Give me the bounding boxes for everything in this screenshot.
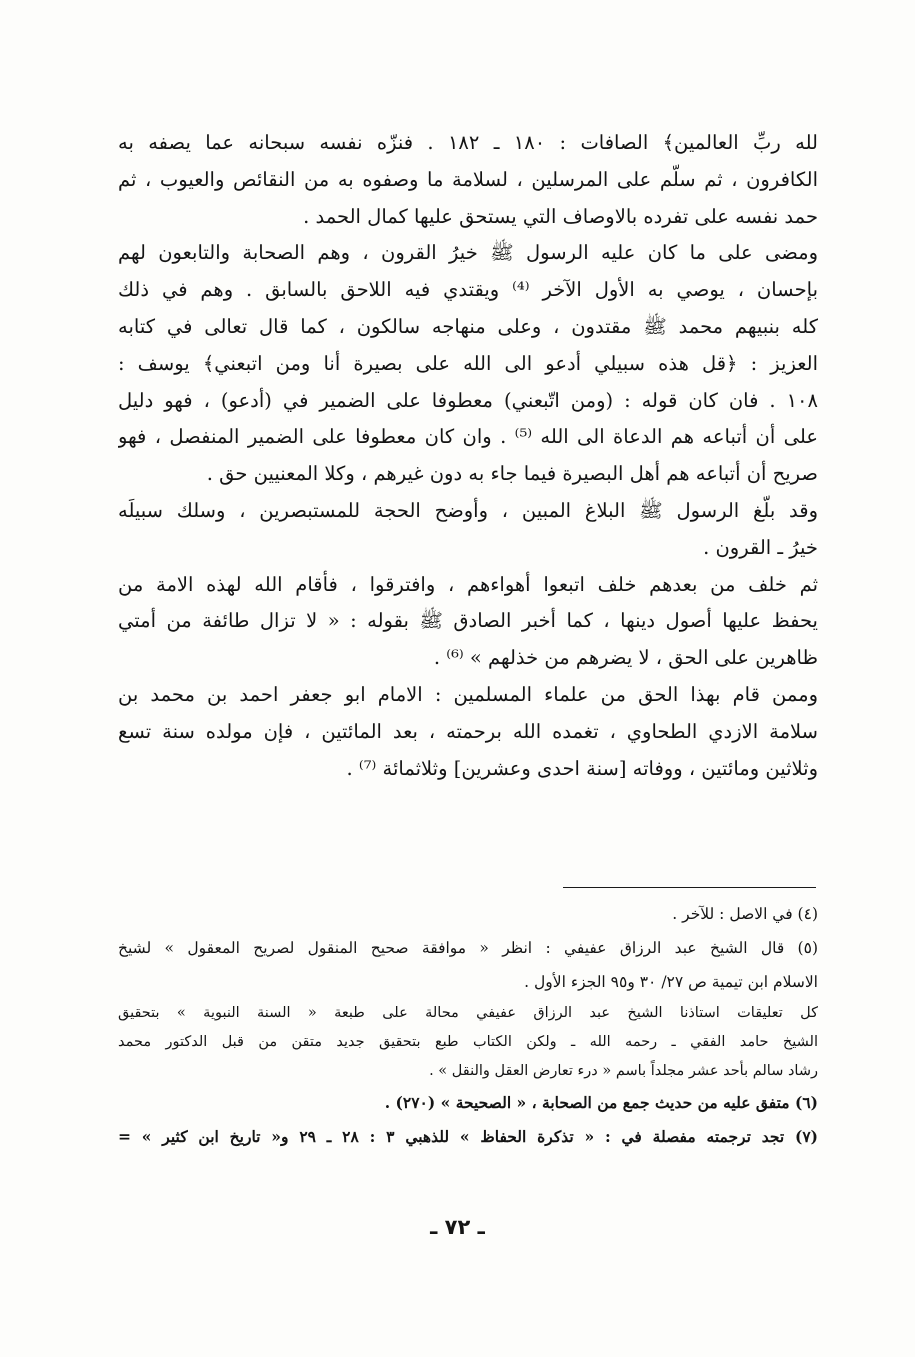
footnote-line: (٦) متفق عليه من حديث جمع من الصحابة ، « الصحيحة » (٢٧٠) . [384, 1093, 818, 1112]
footnote-line: (٧) تجد ترجمته مفصلة في : « تذكرة الحفاظ » للذهبي ٣ : ٢٨ ـ ٢٩ و« تاريخ ابن كثير » = [118, 1127, 818, 1146]
text-line: لله ربِّ العالمين﴾ الصافات : ١٨٠ ـ ١٨٢ . فنزّه نفسه سبحانه عما يصفه به [118, 131, 818, 154]
footnote-line: الاسلام ابن تيمية ص ٢٧/ ٣٠ و٩٥ الجزء الأول . [524, 973, 818, 991]
text-line: ١٠٨ . فان كان قوله : (ومن اتّبعني) معطوفا على الضمير في (أدعو) ، فهو دليل [118, 388, 818, 412]
text-line: الكافرون ، ثم سلّم على المرسلين ، لسلامة ما وصفوه به من النقائص والعيوب ، ثم [118, 167, 818, 191]
footnotes [118, 897, 818, 1154]
footnote-line: كل تعليقات استاذنا الشيخ عبد الرزاق عفيفي محالة على طبعة « السنة النبوية » بتحقيق [118, 1005, 818, 1021]
text-line: صريح أن أتباعه هم أهل البصيرة فيما جاء به دون غيرهم ، وكلا المعنيين حق . [206, 462, 818, 486]
text-line: كله بنبيهم محمد ﷺ مقتدون ، وعلى منهاجه سالكون ، كما قال تعالى في كتابه [118, 314, 818, 338]
text-line: وثلاثين ومائتين ، ووفاته [سنة احدى وعشرين] وثلاثمائة ⁽⁷⁾ . [346, 756, 818, 780]
text-line: على أن أتباعه هم الدعاة الى الله ⁽⁵⁾ . وان كان معطوفا على الضمير المنفصل ، فهو [118, 425, 818, 449]
main-text [118, 125, 818, 787]
footnote-line: (٤) في الاصل : للآخر . [672, 905, 818, 923]
footnote-divider [563, 887, 816, 888]
footnote-line: الشيخ حامد الفقي ـ رحمه الله ـ ولكن الكتاب طبع بتحقيق جديد متقن من قبل الدكتور محمد [118, 1034, 818, 1050]
text-line: العزيز : ﴿قل هذه سبيلي أدعو الى الله على بصيرة أنا ومن اتبعني﴾ يوسف : [118, 351, 818, 375]
text-line: ظاهرين على الحق ، لا يضرهم من خذلهم » ⁽⁶⁾ . [433, 646, 818, 670]
text-line: وقد بلّغ الرسول ﷺ البلاغ المبين ، وأوضح الحجة للمستبصرين ، وسلك سبيلَه [118, 498, 818, 522]
text-line: حمد نفسه على تفرده بالاوصاف التي يستحق عليها كمال الحمد . [303, 204, 818, 228]
text-line: يحفظ عليها أصول دينها ، كما أخبر الصادق ﷺ بقوله : « لا تزال طائفة من أمتي [118, 609, 818, 633]
footnote-line: رشاد سالم بأحد عشر مجلداً باسم « درء تعارض العقل والنقل » . [429, 1063, 818, 1079]
text-line: وممن قام بهذا الحق من علماء المسلمين : الامام ابو جعفر احمد بن محمد بن [118, 682, 818, 706]
text-line: سلامة الازدي الطحاوي ، تغمده الله برحمته ، بعد المائتين ، فإن مولده سنة تسع [118, 719, 818, 743]
page-number: ـ ٧٢ ـ [430, 1215, 485, 1239]
text-line: بإحسان ، يوصي به الأول الآخر ⁽⁴⁾ ويقتدي فيه اللاحق بالسابق . وهم في ذلك [118, 278, 818, 302]
text-line: خيرُ ـ القرون . [703, 535, 818, 559]
footnote-line: (٥) قال الشيخ عبد الرزاق عفيفي : انظر « موافقة صحيح المنقول لصريح المعقول » لشيخ [118, 939, 818, 957]
text-line: ثم خلف من بعدهم خلف اتبعوا أهواءهم ، وافترقوا ، فأقام الله لهذه الامة من [118, 572, 818, 596]
text-line: ومضى على ما كان عليه الرسول ﷺ خيرُ القرون ، وهم الصحابة والتابعون لهم [118, 241, 818, 265]
